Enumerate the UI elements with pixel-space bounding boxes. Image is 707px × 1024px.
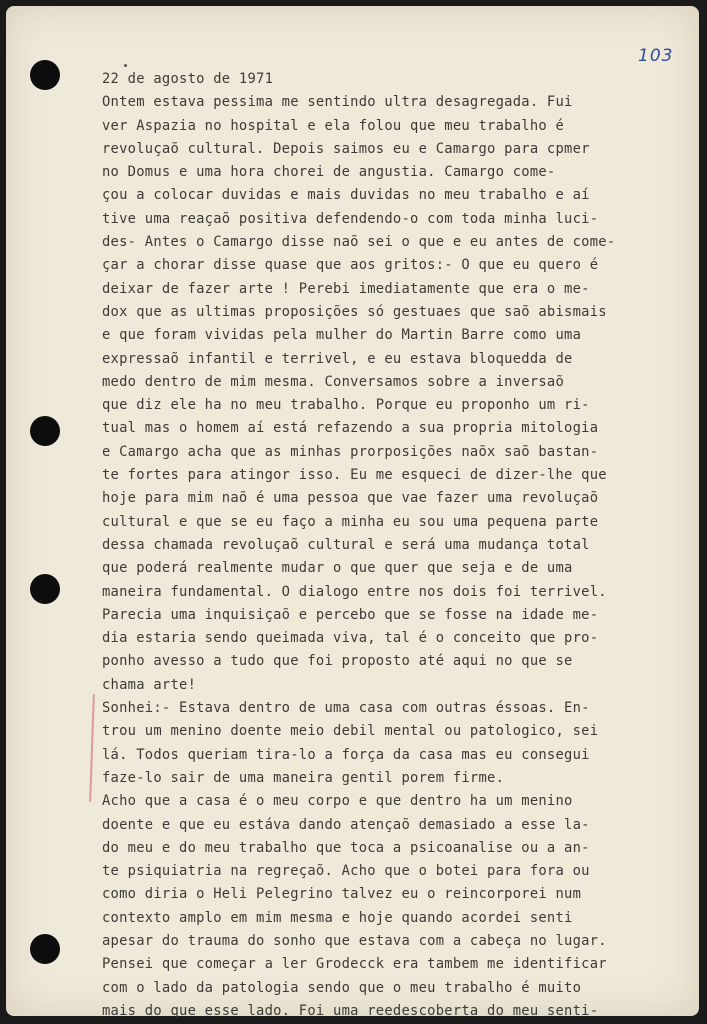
- text-line: doente e que eu estáva dando atençaõ demasiado a esse la-: [102, 816, 590, 833]
- text-line: trou um menino doente meio debil mental ou patologico, sei: [102, 723, 599, 740]
- text-line: e Camargo acha que as minhas prorposições naõx saõ bastan-: [102, 443, 599, 460]
- punch-hole-3: [30, 574, 60, 604]
- text-line: tive uma reaçaõ positiva defendendo-o com toda minha luci-: [102, 210, 599, 227]
- text-line: expressaõ infantil e terrivel, e eu estava bloquedda de: [102, 350, 573, 367]
- text-line: Parecia uma inquisiçaõ e percebo que se fosse na idade me-: [102, 606, 599, 623]
- text-line: dox que as ultimas proposições só gestuaes que saõ abismais: [102, 303, 607, 320]
- text-line: no Domus e uma hora chorei de angustia. Camargo come-: [102, 164, 556, 181]
- text-line: medo dentro de mim mesma. Conversamos sobre a inversaõ: [102, 373, 565, 390]
- text-line: com o lado da patologia sendo que o meu trabalho é muito: [102, 979, 582, 996]
- text-line: çou a colocar duvidas e mais duvidas no meu trabalho e aí: [102, 187, 590, 204]
- text-line: tual mas o homem aí está refazendo a sua propria mitologia: [102, 420, 599, 437]
- text-line: faze-lo sair de uma maneira gentil porem firme.: [102, 769, 505, 786]
- text-line: apesar do trauma do sonho que estava com a cabeça no lugar.: [102, 932, 607, 949]
- text-line: Ontem estava pessima me sentindo ultra desagregada. Fui: [102, 94, 573, 111]
- text-line: que diz ele ha no meu trabalho. Porque eu proponho um ri-: [102, 397, 590, 414]
- text-line: dessa chamada revoluçaõ cultural e será uma mudança total: [102, 536, 590, 553]
- ink-dot: [124, 64, 127, 67]
- margin-pencil-mark: [89, 694, 95, 802]
- text-line: hoje para mim naõ é uma pessoa que vae fazer uma revoluçaõ: [102, 490, 599, 507]
- text-line: dia estaria sendo queimada viva, tal é o conceito que pro-: [102, 630, 599, 647]
- text-line: çar a chorar disse quase que aos gritos:- O que eu quero é: [102, 257, 599, 274]
- punch-hole-4: [30, 934, 60, 964]
- text-line: contexto amplo em mim mesma e hoje quando acordei senti: [102, 909, 573, 926]
- text-line: e que foram vividas pela mulher do Martin Barre como uma: [102, 327, 582, 344]
- text-line: te fortes para atingor isso. Eu me esqueci de dizer-lhe que: [102, 467, 607, 484]
- text-line: Sonhei:- Estava dentro de uma casa com outras éssoas. En-: [102, 700, 590, 717]
- text-line: chama arte!: [102, 676, 197, 693]
- text-line: maneira fundamental. O dialogo entre nos dois foi terrivel.: [102, 583, 607, 600]
- text-line: que poderá realmente mudar o que quer que seja e de uma: [102, 560, 573, 577]
- text-line: ver Aspazia no hospital e ela folou que meu trabalho é: [102, 117, 565, 134]
- text-line: do meu e do meu trabalho que toca a psicoanalise ou a an-: [102, 839, 590, 856]
- text-line: 22 de agosto de 1971: [102, 71, 274, 87]
- text-line: des- Antes o Camargo disse naõ sei o que e eu antes de come-: [102, 234, 616, 251]
- text-line: ponho avesso a tudo que foi proposto até aqui no que se: [102, 653, 573, 670]
- text-line: Acho que a casa é o meu corpo e que dentro ha um menino: [102, 793, 573, 810]
- text-line: deixar de fazer arte ! Perebi imediatamente que era o me-: [102, 280, 590, 297]
- punch-hole-1: [30, 60, 60, 90]
- text-line: Pensei que começar a ler Grodecck era tambem me identificar: [102, 956, 607, 973]
- text-line: lá. Todos queriam tira-lo a força da casa mas eu consegui: [102, 746, 590, 763]
- typed-text-body: [102, 68, 702, 1023]
- text-line: te psiquiatria na regreçaõ. Acho que o botei para fora ou: [102, 863, 590, 880]
- punch-hole-2: [30, 416, 60, 446]
- text-line: cultural e que se eu faço a minha eu sou uma pequena parte: [102, 513, 599, 530]
- page-number: 103: [638, 46, 674, 66]
- text-line: revoluçaõ cultural. Depois saimos eu e Camargo para cpmer: [102, 140, 590, 157]
- text-line: mais do que esse lado. Foi uma reedescoberta do meu senti-: [102, 1002, 599, 1019]
- text-line: como diria o Heli Pelegrino talvez eu o reincorporei num: [102, 886, 582, 903]
